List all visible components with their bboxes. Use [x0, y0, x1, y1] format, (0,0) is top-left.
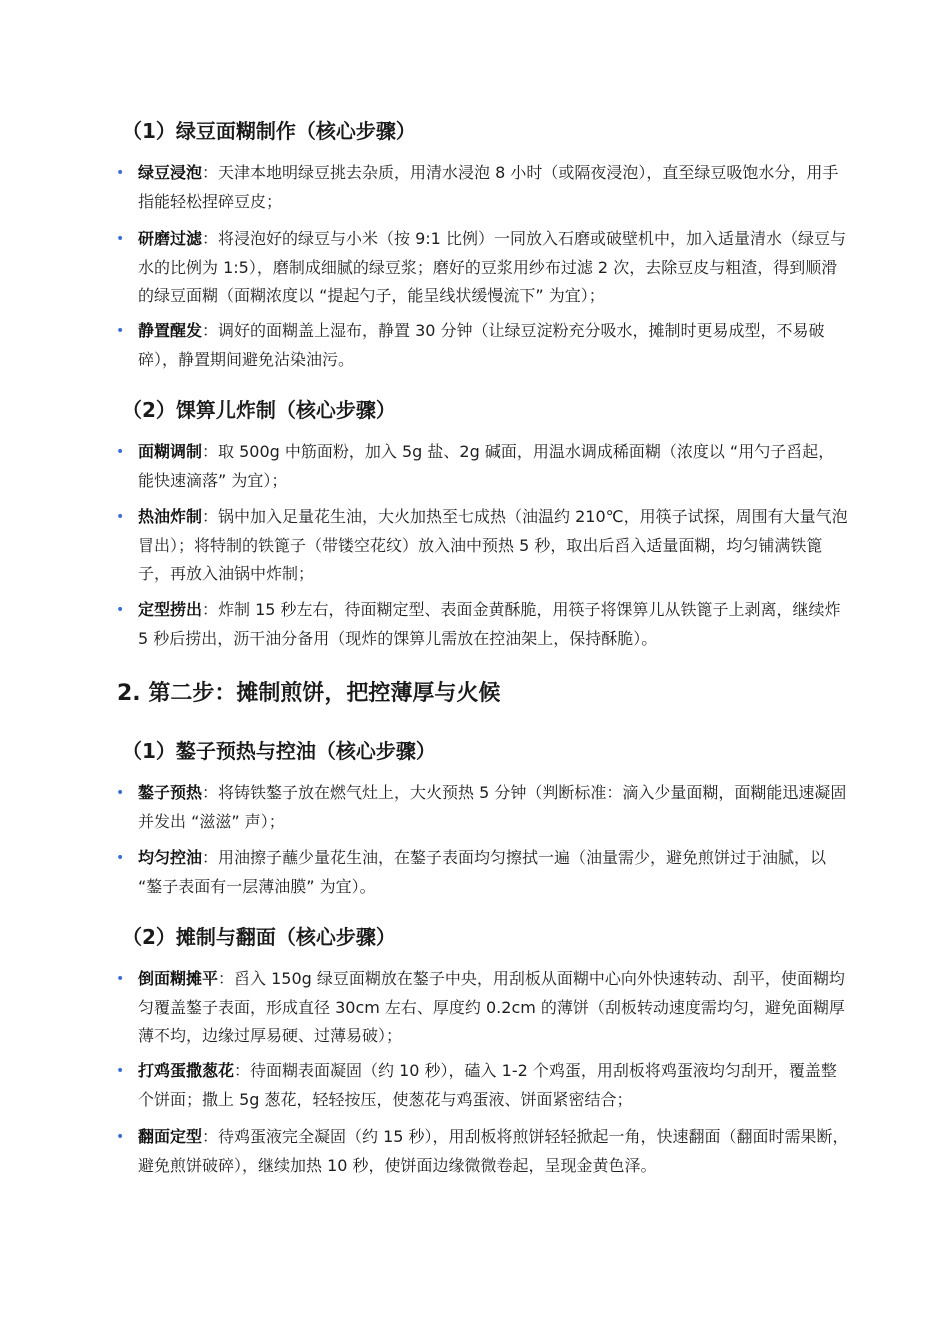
bullet-icon: •: [116, 444, 125, 460]
section-heading: （1）绿豆面糊制作（核心步骤）: [122, 119, 416, 143]
item-term: 热油炸制: [138, 507, 203, 526]
item-text: ：舀入 150g 绿豆面糊放在鏊子中央，用刮板从面糊中心向外快速转动、刮平，使面糊均匀覆盖鏊子表面，形成直径 30cm 左右、厚度约 0.2cm 的薄饼（刮板转动速度需均匀，避免面糊厚薄不均，边缘过厚易硬、过薄易破）；: [138, 969, 845, 1045]
bullet-icon: •: [116, 231, 125, 247]
bullet-icon: •: [116, 165, 125, 181]
list-item: [116, 159, 850, 216]
bullet-icon: •: [116, 785, 125, 801]
bullet-icon: •: [116, 323, 125, 339]
step-title: 2. 第二步：摊制煎饼，把控薄厚与火候: [117, 681, 501, 706]
item-text: ：天津本地明绿豆挑去杂质，用清水浸泡 8 小时（或隔夜浸泡），直至绿豆吸饱水分，用手指能轻松捏碎豆皮；: [138, 163, 839, 211]
item-term: 翻面定型: [138, 1127, 203, 1146]
list-item: [116, 596, 850, 653]
list-item: [116, 438, 850, 495]
bullet-icon: •: [116, 602, 125, 618]
item-term: 面糊调制: [138, 442, 203, 461]
bullet-icon: •: [116, 971, 125, 987]
list-item: [116, 779, 850, 836]
bullet-icon: •: [116, 850, 125, 866]
item-text: ：待鸡蛋液完全凝固（约 15 秒），用刮板将煎饼轻轻掀起一角，快速翻面（翻面时需果断，避免煎饼破碎），继续加热 10 秒，使饼面边缘微微卷起，呈现金黄色泽。: [138, 1127, 849, 1175]
list-item: [116, 844, 850, 901]
list-item: [116, 225, 850, 311]
item-term: 打鸡蛋撒葱花: [138, 1061, 235, 1080]
item-text: ：锅中加入足量花生油，大火加热至七成热（油温约 210℃，用筷子试探，周围有大量气泡冒出）；将特制的铁篦子（带镂空花纹）放入油中预热 5 秒，取出后舀入适量面糊，均匀铺满铁篦子，再放入油锅中炸制；: [138, 507, 848, 583]
item-text: ：待面糊表面凝固（约 10 秒），磕入 1-2 个鸡蛋，用刮板将鸡蛋液均匀刮开，覆盖整个饼面；撒上 5g 葱花，轻轻按压，使葱花与鸡蛋液、饼面紧密结合；: [138, 1061, 837, 1109]
section-heading: （2）馃箅儿炸制（核心步骤）: [122, 398, 396, 422]
list-item: [116, 1057, 850, 1114]
bullet-icon: •: [116, 1063, 125, 1079]
item-term: 定型捞出: [138, 600, 203, 619]
section-heading: （2）摊制与翻面（核心步骤）: [122, 925, 396, 949]
item-term: 绿豆浸泡: [138, 163, 203, 182]
bullet-icon: •: [116, 509, 125, 525]
list-item: [116, 965, 850, 1051]
item-text: ：将铸铁鏊子放在燃气灶上，大火预热 5 分钟（判断标准：滴入少量面糊，面糊能迅速凝固并发出 “滋滋” 声）；: [138, 783, 847, 831]
bullet-icon: •: [116, 1129, 125, 1145]
list-item: [116, 1123, 850, 1180]
item-text: ：炸制 15 秒左右，待面糊定型、表面金黄酥脆，用筷子将馃箅儿从铁篦子上剥离，继续炸 5 秒后捞出，沥干油分备用（现炸的馃箅儿需放在控油架上，保持酥脆）。: [138, 600, 841, 648]
item-term: 研磨过滤: [138, 229, 203, 248]
section-heading: （1）鏊子预热与控油（核心步骤）: [122, 739, 436, 763]
list-item: [116, 317, 850, 374]
item-text: ：将浸泡好的绿豆与小米（按 9:1 比例）一同放入石磨或破壁机中，加入适量清水（绿豆与水的比例为 1:5），磨制成细腻的绿豆浆；磨好的豆浆用纱布过滤 2 次，去除豆皮与粗渣，得到顺滑的绿豆面糊（面糊浓度以 “提起勺子，能呈线状缓慢流下” 为宜）；: [138, 229, 846, 305]
item-text: ：用油擦子蘸少量花生油，在鏊子表面均匀擦拭一遍（油量需少，避免煎饼过于油腻，以 “鏊子表面有一层薄油膜” 为宜）。: [138, 848, 827, 896]
item-text: ：取 500g 中筋面粉，加入 5g 盐、2g 碱面，用温水调成稀面糊（浓度以 “用勺子舀起，能快速滴落” 为宜）；: [138, 442, 835, 490]
item-term: 鏊子预热: [138, 783, 203, 802]
item-term: 静置醒发: [138, 321, 203, 340]
item-term: 均匀控油: [138, 848, 203, 867]
item-text: ：调好的面糊盖上湿布，静置 30 分钟（让绿豆淀粉充分吸水，摊制时更易成型，不易破碎），静置期间避免沾染油污。: [138, 321, 825, 369]
item-term: 倒面糊摊平: [138, 969, 219, 988]
list-item: [116, 503, 850, 589]
